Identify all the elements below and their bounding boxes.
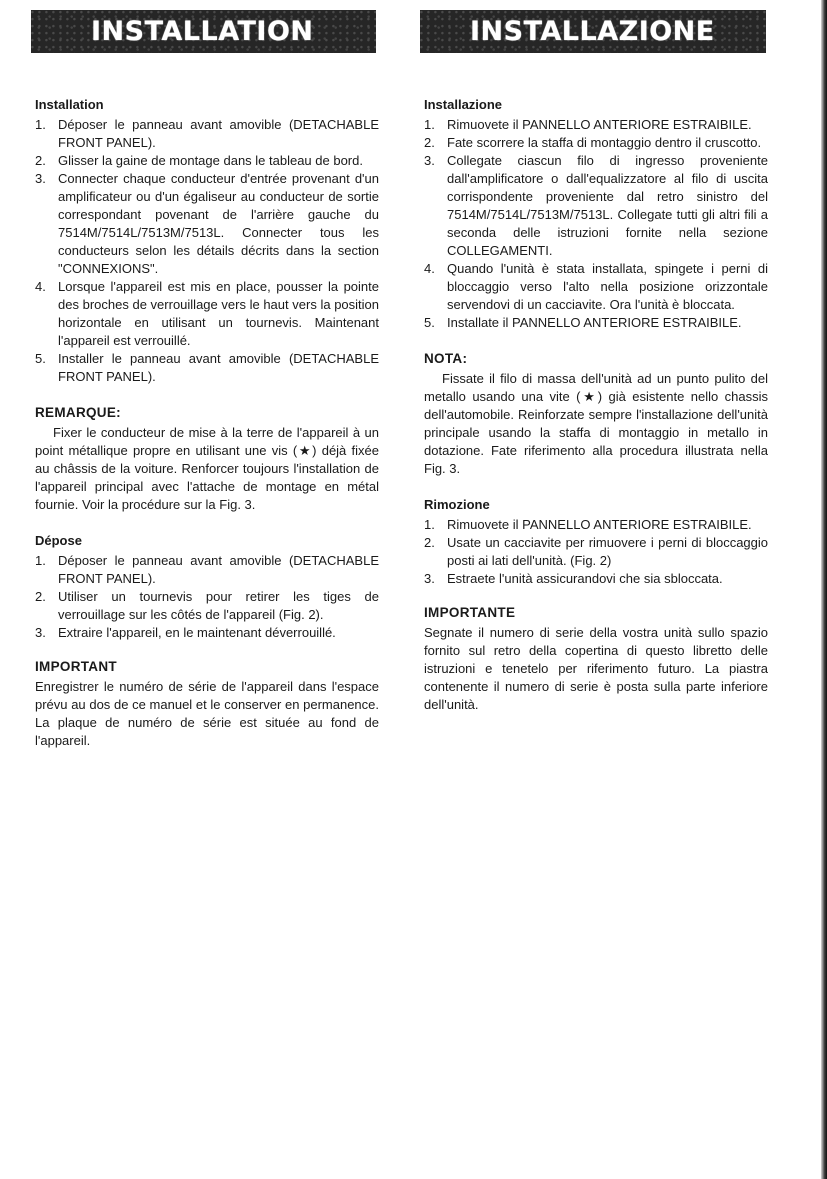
banner-title-it: INSTALLAZIONE [470, 16, 715, 47]
important-text: Enregistrer le numéro de série de l'appareil dans l'espace prévu au dos de ce manuel et le conserver en permanence. La plaque de numéro de série est située au fond de l'appareil. [35, 679, 379, 748]
list-item: 2. Fate scorrere la staffa di montaggio dentro il cruscotto. [424, 135, 762, 150]
nota-text: Fissate il filo di massa dell'unità ad un punto pulito del metallo usando una vite (★) già esistente nello chassis dell'automobile. Reinforzate sempre l'installazione dell'unità principale usando la staffa di montaggio in metallo in dotazione. Fate riferimento alla procedura illustrata nella Fig. 3. [424, 371, 768, 476]
list-item: 3. Collegate ciascun filo di ingresso proveniente dall'amplificatore o dall'equalizzatore al filo di uscita corrispondente proveniente dal retro sinistro del 7514M/7514L/7513M/7513L. Collegate tutti gli altri fili a seconda delle istruzioni fornite nella sezione COLLEGAMENTI. [424, 153, 768, 258]
installation-steps [35, 116, 379, 386]
banner-title-fr: INSTALLATION [91, 16, 314, 47]
list-item: 3. Connecter chaque conducteur d'entrée provenant d'un amplificateur ou d'un égaliseur au conducteur de sortie correspondant povenant de l'arrière gauche du 7514M/7514L/7513M/7513L. Connecter tous les conducteurs selon les détails décrits dans la section "CONNEXIONS". [35, 171, 379, 276]
remarque-text: Fixer le conducteur de mise à la terre de l'appareil à un point métallique propre en utilisant une vis (★) déjà fixée au châssis de la voiture. Renforcer toujours l'installation de l'appareil principal avec l'attache de montage en métal fournie. Voir la procédure sur la Fig. 3. [35, 425, 379, 512]
list-item: 3. Estraete l'unità assicurandovi che sia sbloccata. [424, 571, 723, 586]
list-item: 2. Glisser la gaine de montage dans le tableau de bord. [35, 153, 363, 168]
list-item: 2. Usate un cacciavite per rimuovere i perni di bloccaggio posti ai lati dell'unità. (Fig. 2) [424, 535, 768, 568]
french-column [35, 96, 379, 750]
list-item: 3. Extraire l'appareil, en le maintenant déverrouillé. [35, 625, 336, 640]
list-item: 4. Quando l'unità è stata installata, spingete i perni di bloccaggio verso l'alto nella posizione orizzontale servendovi di un cacciavite. Ora l'unità è bloccata. [424, 261, 768, 312]
banner-installation [31, 10, 376, 53]
list-item: 1. Déposer le panneau avant amovible (DETACHABLE FRONT PANEL). [35, 117, 379, 150]
importante-heading: IMPORTANTE [424, 605, 516, 620]
list-item: 5. Installer le panneau avant amovible (DETACHABLE FRONT PANEL). [35, 351, 379, 384]
depose-heading: Dépose [35, 533, 82, 548]
nota-heading: NOTA: [424, 351, 468, 366]
page-edge [821, 0, 827, 1179]
depose-steps [35, 552, 379, 642]
installazione-steps [424, 116, 768, 332]
rimozione-heading: Rimozione [424, 497, 490, 512]
installation-heading: Installation [35, 97, 104, 112]
italian-column [424, 96, 768, 714]
list-item: 2. Utiliser un tournevis pour retirer les tiges de verrouillage sur les côtés de l'appareil (Fig. 2). [35, 589, 379, 622]
list-item: 5. Installate il PANNELLO ANTERIORE ESTRAIBILE. [424, 315, 742, 330]
list-item: 1. Rimuovete il PANNELLO ANTERIORE ESTRAIBILE. [424, 117, 752, 132]
important-heading: IMPORTANT [35, 659, 117, 674]
banner-installazione [420, 10, 766, 53]
remarque-heading: REMARQUE: [35, 405, 121, 420]
installazione-heading: Installazione [424, 97, 503, 112]
list-item: 1. Déposer le panneau avant amovible (DETACHABLE FRONT PANEL). [35, 553, 379, 586]
list-item: 1. Rimuovete il PANNELLO ANTERIORE ESTRAIBILE. [424, 517, 752, 532]
list-item: 4. Lorsque l'appareil est mis en place, pousser la pointe des broches de verrouillage vers le haut vers la position horizontale en utilisant un tournevis. Maintenant l'appareil est verrouillé. [35, 279, 379, 348]
importante-text: Segnate il numero di serie della vostra unità sullo spazio fornito sul retro della copertina di questo libretto delle istruzioni e tenetelo per riferimento futuro. La piastra contenente il numero di serie è posta sulla parte inferiore dell'unità. [424, 625, 768, 712]
rimozione-steps [424, 516, 768, 588]
